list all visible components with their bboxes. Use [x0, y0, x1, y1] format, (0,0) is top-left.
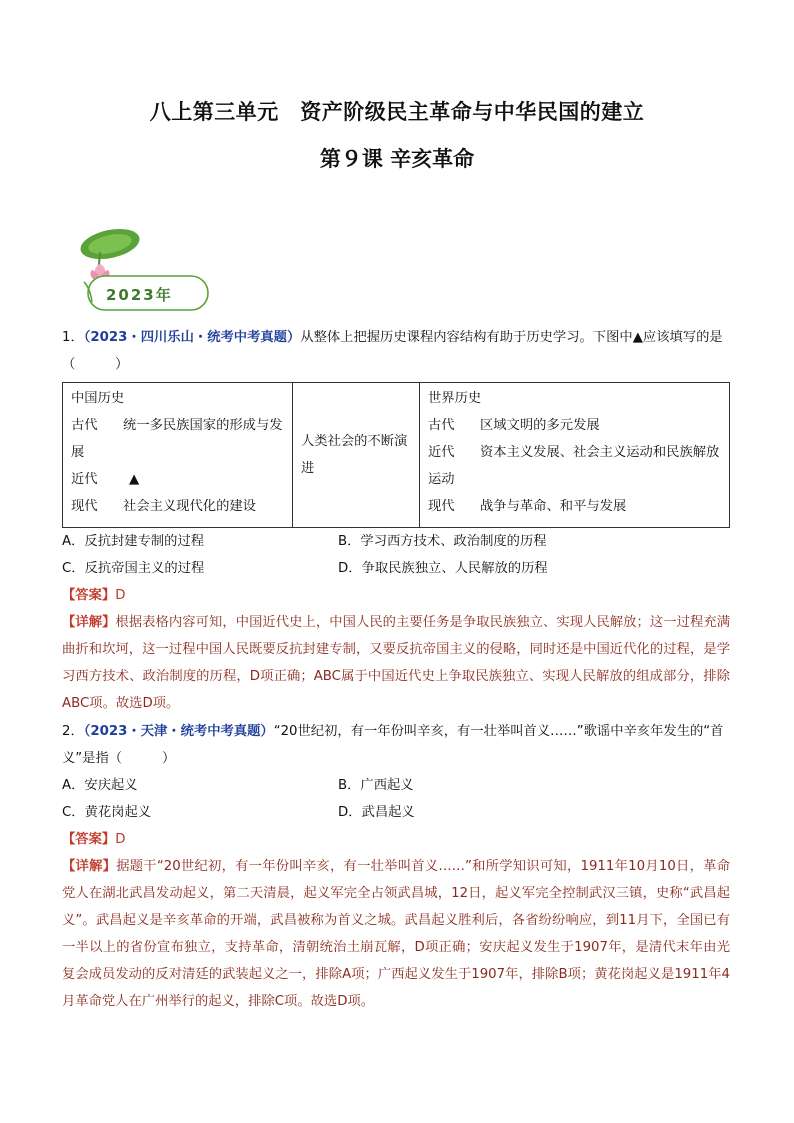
question-1-detail: 【详解】根据表格内容可知，中国近代史上，中国人民的主要任务是争取民族独立、实现人民解放；这一过程充满曲折和坎坷，这一过程中国人民既要反抗封建专制，又要反抗帝国主义的侵略，同时还是中国近代化的过程，是学习西方技术、政治制度的历程，D项正确；ABC属于中国近代史上争取民族独立、实现人民解放的组成部分，排除ABC项。故选D项。 [62, 615, 731, 711]
question-2-options [62, 772, 742, 826]
option-d[interactable]: D．争取民族独立、人民解放的历程 [338, 561, 548, 576]
table-row: 现代 社会主义现代化的建设 [71, 499, 256, 514]
blank-triangle-marker: ▲ [129, 472, 140, 487]
china-history-cell [63, 383, 293, 528]
course-structure-table [62, 382, 730, 528]
question-source: （2023・四川乐山・统考中考真题） [83, 330, 301, 345]
question-number: 2． [62, 724, 84, 739]
china-history-heading: 中国历史 [71, 391, 125, 406]
question-2-stem [62, 718, 728, 772]
question-source: （2023・天津・统考中考真题） [83, 724, 274, 739]
option-c[interactable]: C．黄花岗起义 [62, 805, 152, 820]
question-2-detail: 【详解】据题干“20世纪初，有一年份叫辛亥，有一壮举叫首义……”和所学知识可知，1911年10月10日，革命党人在湖北武昌发动起义，第二天清晨，起义军完全占领武昌城，12日，起义军完全控制武汉三镇，史称“武昌起义”。武昌起义是辛亥革命的开端，武昌被称为首义之城。武昌起义胜利后，各省纷纷响应，到11月下，全国已有一半以上的省份宣布独立，支持革命，清朝统治土崩瓦解，D项正确；安庆起义发生于1907年，是清代末年由光复会成员发动的反对清廷的武装起义之一，排除A项；广西起义发生于1907年，排除B项；黄花岗起义是1911年4月革命党人在广州举行的起义，排除C项。故选D项。 [62, 859, 730, 1009]
world-history-heading: 世界历史 [428, 391, 482, 406]
option-a[interactable]: A．反抗封建专制的过程 [62, 534, 205, 549]
option-d[interactable]: D．武昌起义 [338, 805, 415, 820]
question-1-answer: 【答案】D [62, 588, 126, 603]
table-row: 近代 资本主义发展、社会主义运动和民族解放运动 [428, 445, 720, 487]
middle-cell: 人类社会的不断演进 [293, 383, 420, 528]
table-row: 古代 区域文明的多元发展 [428, 418, 600, 433]
question-text: 从整体上把握历史课程内容结构有助于历史学习。下图中▲应该填写的是（ ） [62, 330, 723, 372]
question-2-answer: 【答案】D [62, 832, 126, 847]
option-b[interactable]: B．广西起义 [338, 778, 414, 793]
option-a[interactable]: A．安庆起义 [62, 778, 138, 793]
lesson-title: 第９课 辛亥革命 [319, 147, 475, 171]
question-text: “20世纪初，有一年份叫辛亥，有一壮举叫首义……”歌谣中辛亥年发生的“首义”是指（ ） [62, 724, 724, 766]
world-history-cell [420, 383, 730, 528]
question-1-options [62, 528, 742, 582]
question-1-stem [62, 324, 728, 378]
table-row: 现代 战争与革命、和平与发展 [428, 499, 627, 514]
table-row: 古代 统一多民族国家的形成与发展 [71, 418, 283, 460]
table-row: 近代 ▲ [71, 472, 140, 487]
option-b[interactable]: B．学习西方技术、政治制度的历程 [338, 534, 547, 549]
unit-title: 八上第三单元 资产阶级民主革命与中华民国的建立 [149, 100, 645, 124]
option-c[interactable]: C．反抗帝国主义的过程 [62, 561, 205, 576]
question-number: 1． [62, 330, 84, 345]
year-badge-label: 2023年 [106, 286, 173, 304]
